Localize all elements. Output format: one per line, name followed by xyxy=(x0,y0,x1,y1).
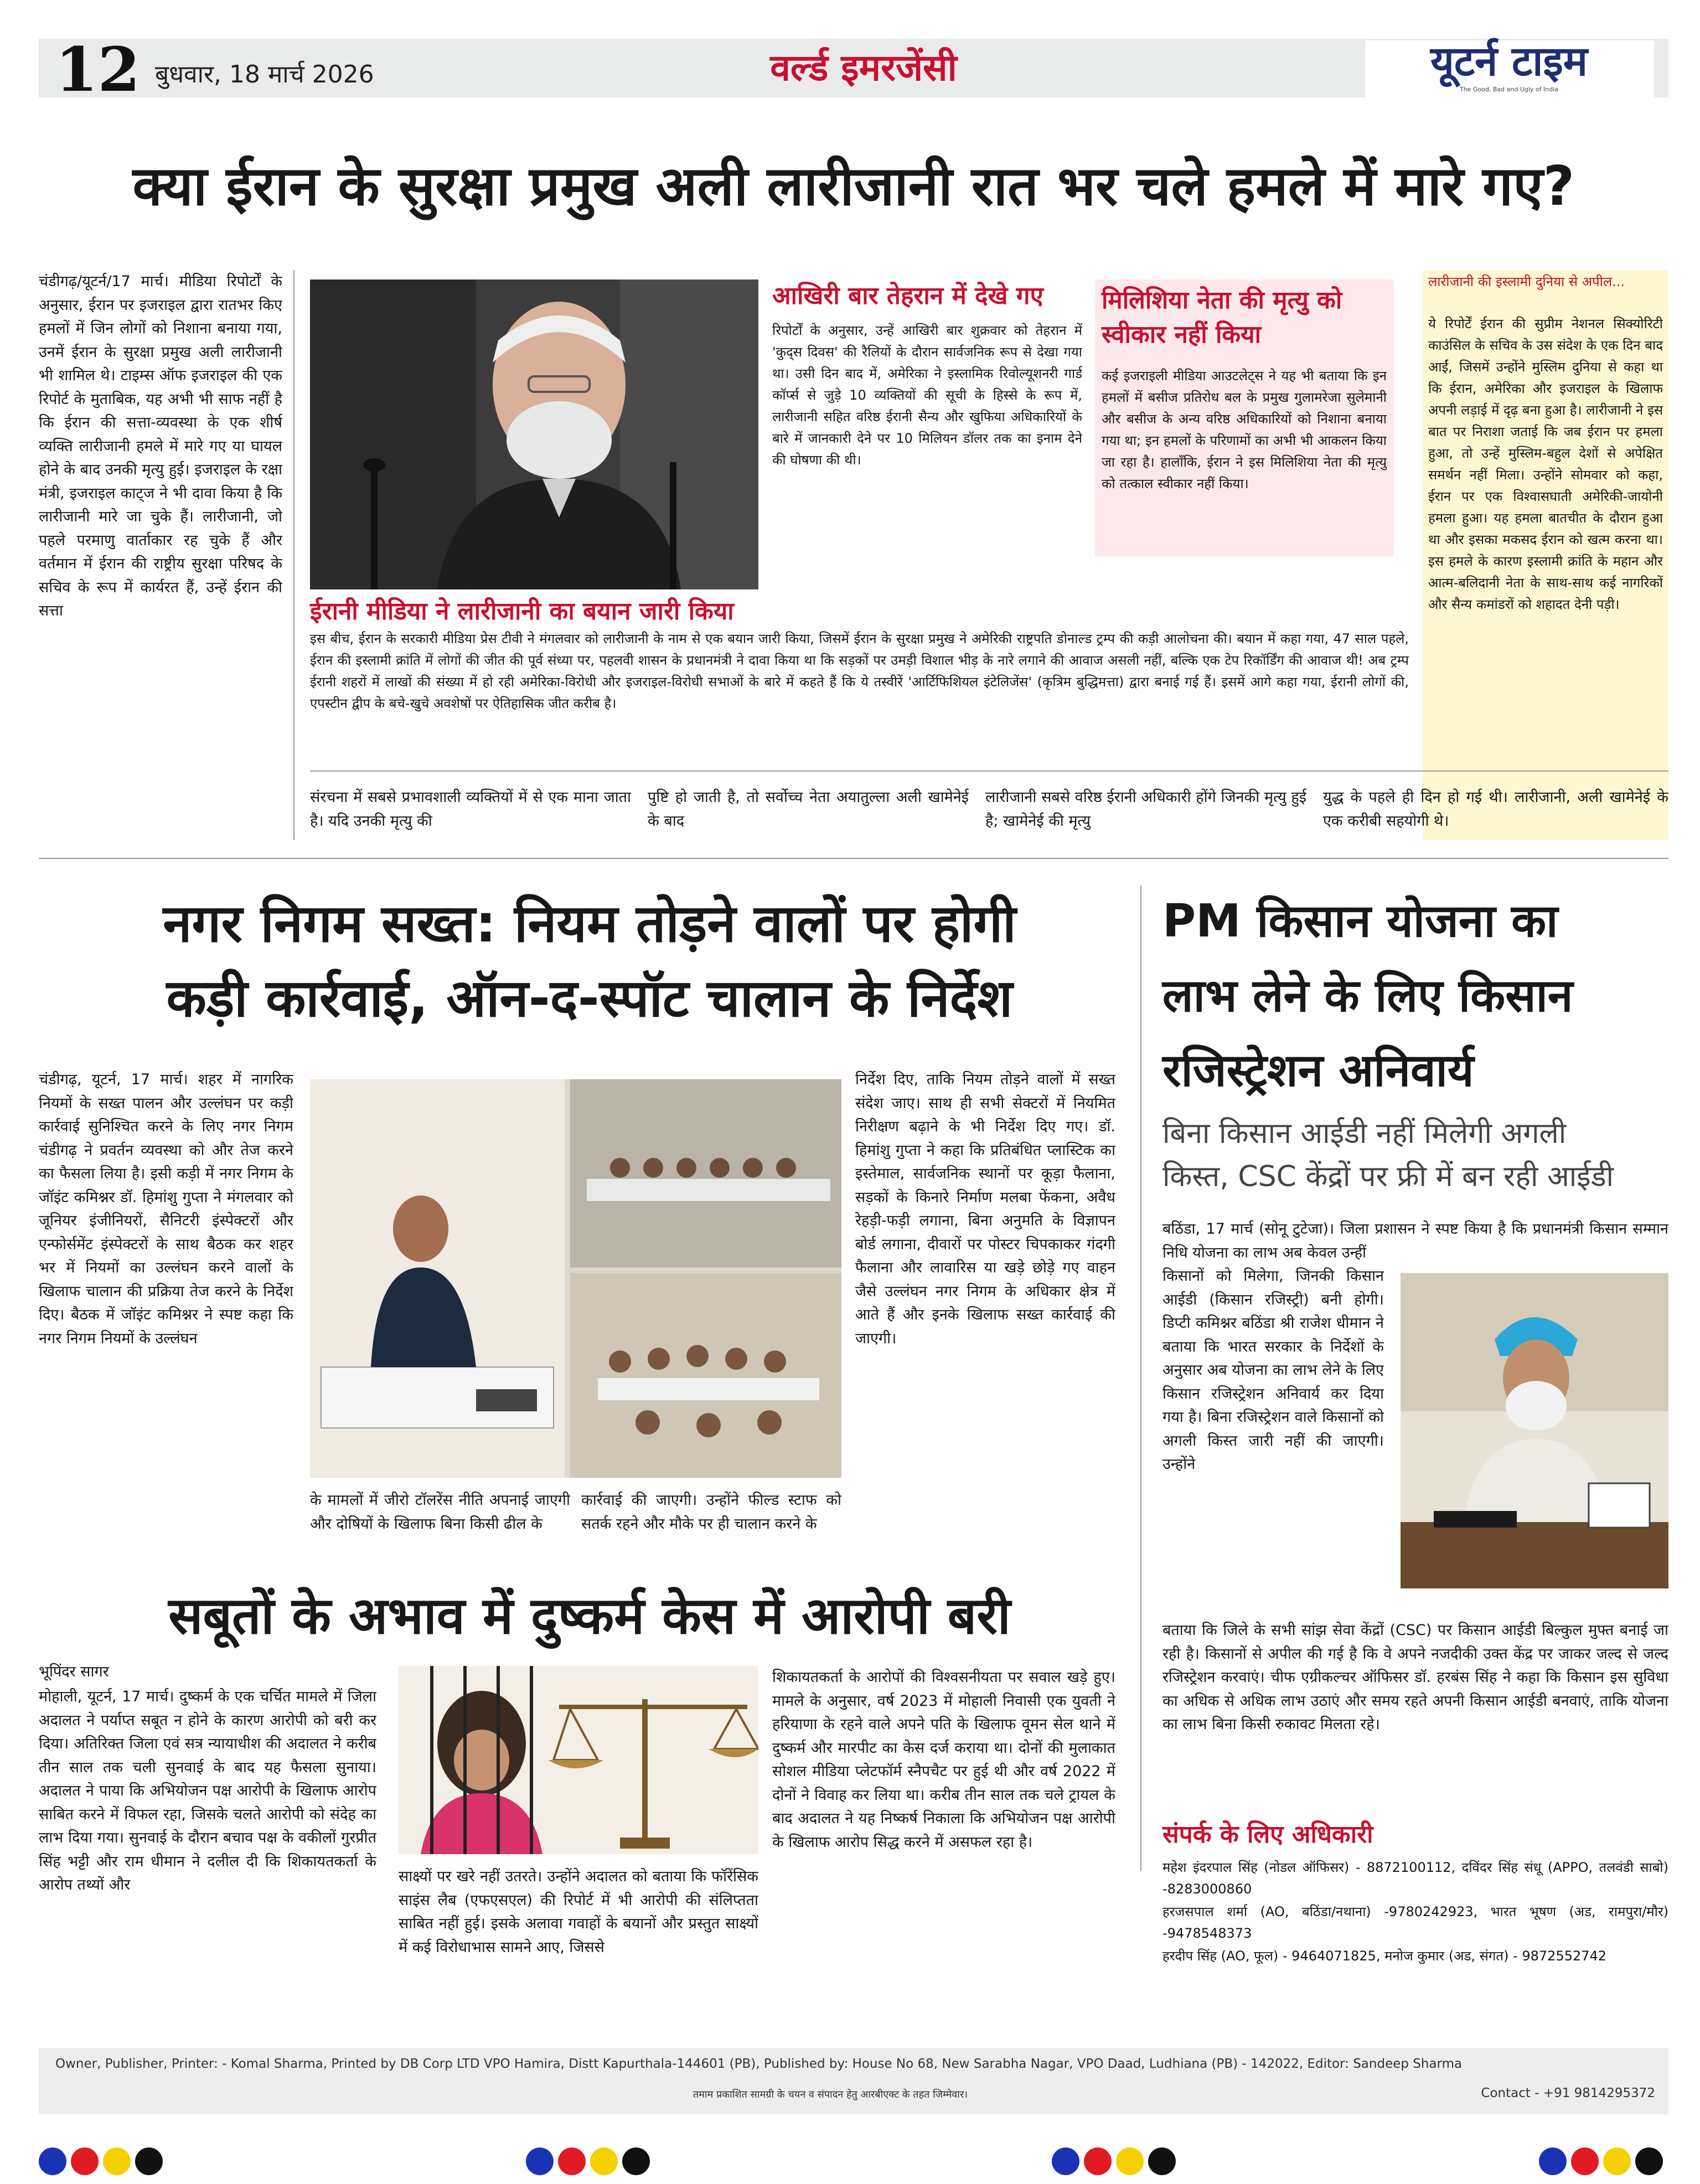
contacts-title: संपर्क के लिए अधिकारी xyxy=(1162,1820,1373,1849)
story2-column-2: के मामलों में जीरो टॉलरेंस नीति अपनाई जाएगी और दोषियों के खिलाफ बिना किसी ढील के xyxy=(310,1492,570,1533)
story1-inner-rule xyxy=(310,770,1668,772)
story4-subhead-line-2: किस्त, CSC केंद्रों पर फ्री में बन रही आईडी xyxy=(1162,1160,1614,1193)
story3-column-1: मोहाली, यूटर्न, 17 मार्च। दुष्कर्म के एक चर्चित मामले में जिला अदालत ने पर्याप्त सबूत न होने के कारण आरोपी को बरी कर दिया। अतिरिक्त जिला एवं सत्र न्यायाधीश की अदालत ने करीब तीन साल तक चली सुनवाई के बाद यह फैसला सुनाया। अदालत ने पाया कि अभियोजन पक्ष आरोपी के खिलाफ आरोप साबित करने में विफल रहा, जिसके चलते आरोपी को संदेह का लाभ दिया गया। सुनवाई के दौरान बचाव पक्ष के वकीलों गुरप्रीत सिंह भट्टी और राम धीमान ने दलील दी कि शिकायतकर्ता के आरोप तथ्यों और xyxy=(39,1688,376,1893)
contact-line: हरदीप सिंह (AO, फूल) - 9464071825, मनोज कुमार (अड, संगत) - 9872552742 xyxy=(1162,1948,1607,1964)
story-divider xyxy=(39,858,1668,859)
story4-lead: बठिंडा, 17 मार्च (सोनू टुटेजा)। जिला प्रशासन ने स्पष्ट किया है कि प्रधानमंत्री किसान सम्मान निधि योजना का लाभ अब केवल उन्हीं xyxy=(1162,1220,1668,1261)
story1-sub1-text: रिपोर्टों के अनुसार, उन्हें आखिरी बार शुक्रवार को तेहरान में 'कुद्स दिवस' की रैलियों के दौरान सार्वजनिक रूप से देखा गया था। उसी दिन बाद में, अमेरिका ने इस्लामिक रिवोल्यूशनरी गार्ड कॉर्प्स से जुड़े 10 व्यक्तियों की सूची के हिस्से के रूप में, लारीजानी सहित वरिष्ठ ईरानी सैन्य और खुफिया अधिकारियों के बारे में जानकारी देने पर 10 मिलियन डॉलर तक का इनाम देने की घोषणा की थी। xyxy=(772,323,1082,468)
story3-headline: सबूतों के अभाव में दुष्कर्म केस में आरोपी बरी xyxy=(168,1586,1011,1645)
story1-sub1-title: आखिरी बार तेहरान में देखे गए xyxy=(772,282,1043,310)
section-title: वर्ल्ड इमरजेंसी xyxy=(770,46,957,89)
story4-column-full: बताया कि जिले के सभी सांझ सेवा केंद्रों (CSC) पर किसान आईडी बिल्कुल मुफ्त बनाई जा रही है। किसानों से अपील की गई है कि वे अपने नजदीकी उक्त केंद्र पर जाकर जल्द से जल्द रजिस्ट्रेशन करवाएं। चीफ एग्रीकल्चर ऑफिसर डॉ. हरबंस सिंह ने कहा कि किसान इस सुविधा का अधिक से अधिक लाभ उठाएं और समय रहते अपनी किसान आईडी बनवाएं, ताकि योजना का लाभ बिना किसी रुकावट मिलता रहे। xyxy=(1162,1622,1668,1733)
vertical-divider xyxy=(1140,886,1141,1871)
story2-headline-line-2: कड़ी कार्रवाई, ऑन-द-स्पॉट चालान के निर्देश xyxy=(166,969,1013,1029)
story1-sub2-text: कई इजराइली मीडिया आउटलेट्स ने यह भी बताया कि इन हमलों में बसीज प्रतिरोध बल के प्रमुख गुलामरेजा सुलेमानी और बसीज के अन्य वरिष्ठ अधिकारियों को निशाना बनाया गया था; इन हमलों के परिणामों का अभी भी आकलन किया जा रहा है। हालाँकि, ईरान ने इस मिलिशिया नेता की मृत्यु को तत्काल स्वीकार नहीं किया। xyxy=(1102,368,1387,491)
story1-sub2-title: मिलिशिया नेता की मृत्यु को स्वीकार नहीं किया xyxy=(1102,286,1342,349)
larijani-photo xyxy=(310,280,758,589)
issue-date: बुधवार, 18 मार्च 2026 xyxy=(155,60,374,89)
registration-marks-center-left xyxy=(526,2147,650,2175)
story1-column-1: चंडीगढ़/यूटर्न/17 मार्च। मीडिया रिपोर्टों के अनुसार, ईरान पर इजराइल द्वारा रातभर किए हमलों में जिन लोगों को निशाना बनाया गया, उनमें ईरान के सुरक्षा प्रमुख अली लारीजानी भी शामिल थे। टाइम्स ऑफ इजराइल की एक रिपोर्ट के मुताबिक, यह अभी भी साफ नहीं है कि ईरान की सत्ता-व्यवस्था के एक शीर्ष व्यक्ति लारीजानी हमले में मारे गए या घायल होने के बाद उनकी मृत्यु हुई। इजराइल के रक्षा मंत्री, इजराइल काट्ज ने भी दावा किया है कि लारीजानी मारे जा चुके हैं। लारीजानी, जो पहले परमाणु वार्ताकार रह चुके हैं और वर्तमान में ईरान की राष्ट्रीय सुरक्षा परिषद के सचिव के रूप में कार्यरत हैं, उन्हें ईरान की सत्ता xyxy=(39,273,282,619)
story2-column-4: निर्देश दिए, ताकि नियम तोड़ने वालों में सख्त संदेश जाए। साथ ही सभी सेक्टरों में नियमित निरीक्षण बढ़ाने के भी निर्देश दिए गए। डॉ. हिमांशु गुप्ता ने कहा कि प्रतिबंधित प्लास्टिक का इस्तेमाल, सार्वजनिक स्थानों पर कूड़ा फैलाना, सड़कों के किनारे निर्माण मलबा फेंकना, अवैध रेहड़ी-फड़ी लगाना, बिना अनुमति के विज्ञापन बोर्ड लगाना, दीवारों पर पोस्टर चिपकाकर गंदगी फैलाना और लावारिस या खड़े छोड़े गए वाहन जैसे उल्लंघन नगर निगम के अधिकार क्षेत्र में आते हैं और इनके खिलाफ सख्त कार्रवाई की जाएगी। xyxy=(855,1071,1115,1347)
footer-disclaimer: तमाम प्रकाशित सामग्री के चयन व संपादन हेतु आरबीएक्ट के तहत जिम्मेवार। xyxy=(693,2089,968,2100)
story4-column-beside-photo: किसानों को मिलेगा, जिनकी किसान आईडी (किसान रजिस्ट्री) बनी होगी। डिप्टी कमिश्नर बठिंडा श्री राजेश धीमान ने बताया कि भारत सरकार के निर्देशों के अनुसार अब योजना का लाभ लेने के लिए किसान रजिस्ट्रेशन अनिवार्य कर दिया गया है। बिना रजिस्ट्रेशन वाले किसानों को अगली किस्त जारी नहीं की जाएगी। उन्होंने xyxy=(1162,1267,1384,1473)
logo-tagline: The Good, Bad and Ugly of India xyxy=(1459,86,1559,93)
footer-contact: Contact - +91 9814295372 xyxy=(1481,2086,1655,2100)
story2-column-3: कार्रवाई की जाएगी। उन्होंने फील्ड स्टाफ को सतर्क रहने और मौके पर ही चालान करने के xyxy=(581,1492,841,1533)
story1-sub3-text: ये रिपोर्टें ईरान की सुप्रीम नेशनल सिक्योरिटी काउंसिल के सचिव के उस संदेश के एक दिन बाद आईं, जिसमें उन्होंने मुस्लिम दुनिया से कहा था कि ईरान, अमेरिका और इजराइल के खिलाफ अपनी लड़ाई में दृढ़ बना हुआ है। लारीजानी ने इस बात पर निराशा जताई कि जब ईरान पर हमला हुआ, तो उन्हें मुस्लिम-बहुल देशों से अपेक्षित समर्थन नहीं मिला। उन्होंने सोमवार को कहा, ईरान पर एक विश्वासघाती अमेरिकी-जायोनी हमला हुआ। यह हमला बातचीत के दौरान हुआ था और इसका मकसद ईरान को खत्म करना था। इस हमले के कारण इस्लामी क्रांति के महान और आत्म-बलिदानी नेता के साथ-साथ कई नागरिकों और सैन्य कमांडरों को शहादत देनी पड़ी। xyxy=(1428,316,1663,612)
footer-imprint: Owner, Publisher, Printer: - Komal Sharma, Printed by DB Corp LTD VPO Hamira, Distt Kapurthala-144601 (PB), Published by: House No 68, New Sarabha Nagar, VPO Daad, Ludhiana (PB) - 142022, Editor: Sandeep Sharma xyxy=(55,2057,1463,2071)
story4-subhead-line-1: बिना किसान आईडी नहीं मिलेगी अगली xyxy=(1162,1117,1567,1150)
story1-cont-4: युद्ध के पहले ही दिन हो गई थी। लारीजानी, अली खामेनेई के एक करीबी सहयोगी थे। xyxy=(1323,789,1668,830)
story2-column-1: चंडीगढ़, यूटर्न, 17 मार्च। शहर में नागरिक नियमों के सख्त पालन और उल्लंघन पर कड़ी कार्रवाई सुनिश्चित करने के लिए नगर निगम चंडीगढ़ ने प्रवर्तन व्यवस्था को और तेज करने का फैसला लिया है। इसी कड़ी में नगर निगम के जॉइंट कमिश्नर डॉ. हिमांशु गुप्ता ने मंगलवार को जूनियर इंजीनियरों, सैनिटरी इंस्पेक्टरों और एन्फोर्समेंट इंस्पेक्टरों के साथ बैठक कर शहर भर में नियमों का उल्लंघन करने वालों के खिलाफ चालान की प्रक्रिया तेज करने के निर्देश दिए। बैठक में जॉइंट कमिश्नर ने स्पष्ट कहा कि नगर निगम नियमों के उल्लंघन xyxy=(39,1071,293,1347)
registration-marks-left xyxy=(39,2147,163,2175)
story3-column-3: शिकायतकर्ता के आरोपों की विश्वसनीयता पर सवाल खड़े हुए। मामले के अनुसार, वर्ष 2023 में मोहाली निवासी एक युवती ने हरियाणा के रहने वाले अपने पति के खिलाफ वूमन सेल थाने में दुष्कर्म और मारपीट का केस दर्ज कराया था। दोनों की मुलाकात सोशल मीडिया प्लेटफॉर्म स्नैपचैट पर हुई थी और वर्ष 2022 में दोनों ने विवाह कर लिया था। करीब तीन साल तक चले ट्रायल के बाद अदालत ने यह निष्कर्ष निकाला कि अभियोजन पक्ष आरोपी के खिलाफ आरोप सिद्ध करने में असफल रहा है। xyxy=(772,1669,1115,1851)
registration-marks-right xyxy=(1539,2147,1663,2175)
contact-line: हरजसपाल शर्मा (AO, बठिंडा/नथाना) -9780242923, भारत भूषण (अड, रामपुरा/मौर) -9478548373 xyxy=(1162,1904,1668,1941)
story4-headline-line-2: लाभ लेने के लिए किसान xyxy=(1162,970,1573,1022)
story1-sub4-title: ईरानी मीडिया ने लारीजानी का बयान जारी किया xyxy=(310,597,734,625)
story1-headline: क्या ईरान के सुरक्षा प्रमुख अली लारीजानी रात भर चले हमले में मारे गए? xyxy=(132,155,1575,218)
contact-line: महेश इंदरपाल सिंह (नोडल ऑफिसर) - 8872100112, दविंदर सिंह संधू (APPO, तलवंडी साबो) -8283000860 xyxy=(1162,1860,1668,1897)
justice-illustration xyxy=(399,1666,758,1854)
registration-marks-center-right xyxy=(1052,2147,1176,2175)
story2-headline-line-1: नगर निगम सख्त: नियम तोड़ने वालों पर होगी xyxy=(163,894,1016,954)
official-photo xyxy=(1401,1273,1668,1588)
column-divider xyxy=(293,270,294,840)
story1-sub4-text: इस बीच, ईरान के सरकारी मीडिया प्रेस टीवी ने मंगलवार को लारीजानी के नाम से एक बयान जारी किया, जिसमें ईरान के सुरक्षा प्रमुख ने अमेरिकी राष्ट्रपति डोनाल्ड ट्रम्प की कड़ी आलोचना की। बयान में कहा गया, 47 साल पहले, ईरान की इस्लामी क्रांति में लोगों की जीत की पूर्व संध्या पर, पहलवी शासन के प्रधानमंत्री ने दावा किया था कि सड़कों पर उमड़ी विशाल भीड़ के नारे लगाने की आवाज असली नहीं, बल्कि एक टेप रिकॉर्डिंग की आवाज थी! अब ट्रम्प ईरानी शहरों में लाखों की संख्या में हो रही अमेरिका-विरोधी और इजराइल-विरोधी सभाओं के बारे में कहते हैं कि ये तस्वीरें 'आर्टिफिशियल इंटेलिजेंस' (कृत्रिम बुद्धिमत्ता) द्वारा बनाई गई हैं। इसमें आगे कहा गया, ईरानी लोगों की, एपस्टीन द्वीप के बचे-खुचे अवशेषों पर ऐतिहासिक जीत करीब है। xyxy=(310,631,1409,711)
story3-byline: भूपिंदर सागर xyxy=(39,1663,109,1680)
story1-cont-2: पुष्टि हो जाती है, तो सर्वोच्च नेता अयातुल्ला अली खामेनेई के बाद xyxy=(648,789,969,830)
story1-sub3-lead: लारीजानी की इस्लामी दुनिया से अपील... xyxy=(1428,274,1625,289)
logo-title: यूटर्न टाइम xyxy=(1430,38,1588,85)
story1-cont-3: लारीजानी सबसे वरिष्ठ ईरानी अधिकारी होंगे जिनकी मृत्यु हुई है; खामेनेई की मृत्यु xyxy=(985,789,1306,830)
story1-cont-1: संरचना में सबसे प्रभावशाली व्यक्तियों में से एक माना जाता है। यदि उनकी मृत्यु की xyxy=(310,789,631,830)
page-number: 12 xyxy=(55,34,141,105)
story3-column-2: साक्ष्यों पर खरे नहीं उतरते। उन्होंने अदालत को बताया कि फॉरेंसिक साइंस लैब (एफएसएल) की रिपोर्ट में भी आरोपी की संलिप्तता साबित नहीं हुई। इसके अलावा गवाहों के बयानों और प्रस्तुत साक्ष्यों में कई विरोधाभास सामने आए, जिससे xyxy=(399,1868,758,1956)
meeting-photo xyxy=(310,1079,841,1478)
story4-headline-line-1: PM किसान योजना का xyxy=(1162,895,1558,948)
story4-headline-line-3: रजिस्ट्रेशन अनिवार्य xyxy=(1162,1044,1474,1097)
